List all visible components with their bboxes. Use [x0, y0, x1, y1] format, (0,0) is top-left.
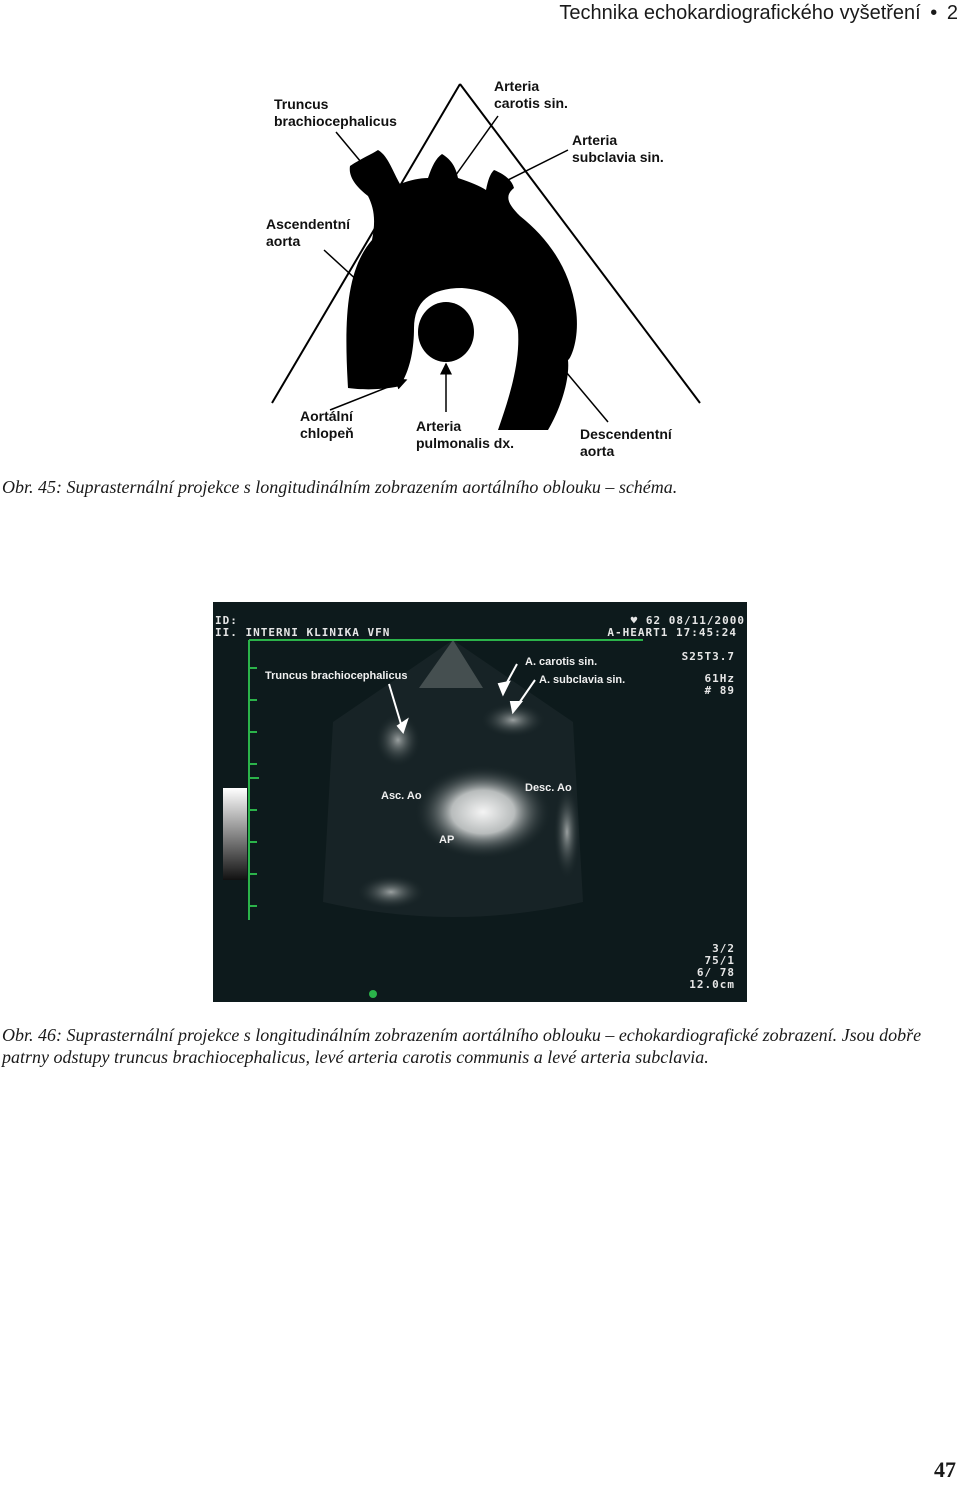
arrow-subclavia: [492, 150, 568, 188]
overlay-probe: S25T3.7: [681, 650, 735, 663]
echo-label-truncus: Truncus brachiocephalicus: [265, 670, 408, 682]
label-pulmonalis: Arteria pulmonalis dx.: [416, 418, 515, 451]
overlay-hr-date: ♥ 62 08/11/2000: [630, 614, 745, 627]
overlay-param-1: 3/2: [712, 942, 735, 955]
running-header: [559, 2, 958, 25]
overlay-param-3: 6/ 78: [696, 966, 735, 979]
label-carotis: Arteria carotis sin.: [494, 78, 568, 111]
label-truncus: Truncus brachiocephalicus: [274, 96, 397, 129]
echo-label-desc-ao: Desc. Ao: [525, 782, 572, 794]
label-ascendentni: Ascendentní aorta: [266, 216, 351, 249]
overlay-frame: # 89: [704, 684, 735, 697]
truncus-echo: [374, 712, 422, 768]
overlay-clinic: II. INTERNI KLINIKA VFN: [215, 626, 391, 639]
label-subclavia: Arteria subclavia sin.: [572, 132, 664, 165]
page-number: 47: [934, 1457, 956, 1482]
arch-echo: [413, 764, 553, 860]
echo-label-subclavia: A. subclavia sin.: [539, 674, 626, 686]
figure-46-echo-image: [213, 602, 747, 1002]
focus-marker: [369, 990, 377, 998]
echo-label-ap: AP: [439, 834, 455, 846]
caption-figure-46: Obr. 46: Suprasternální projekce s longitudinálním zobrazením aortálního oblouku – echokardiografické zobrazení. Jsou dobře patrny odstupy truncus brachiocephalicus, levé arteria carotis communis a levé arteria subclavia.: [2, 1025, 922, 1067]
aortic-valve-echo: [355, 874, 427, 910]
header-title: Technika echokardiografického vyšetření: [559, 2, 921, 24]
header-bullet: •: [930, 2, 938, 24]
overlay-frequency: 61Hz: [704, 672, 735, 685]
figure-45-schema: [250, 70, 720, 470]
overlay-param-2: 75/1: [704, 954, 735, 967]
overlay-id: ID:: [215, 614, 238, 627]
echo-label-carotis: A. carotis sin.: [525, 656, 598, 668]
depth-ticks: [249, 668, 259, 906]
label-descendentni: Descendentní aorta: [580, 426, 672, 459]
overlay-depth: 12.0cm: [689, 978, 735, 991]
caption-figure-45: Obr. 45: Suprasternální projekce s longitudinálním zobrazením aortálního oblouku – schéma.: [2, 477, 678, 497]
pulmonary-artery-shape: [418, 302, 474, 362]
echo-label-asc-ao: Asc. Ao: [381, 790, 422, 802]
label-aortalni: Aortální chlopeň: [300, 408, 354, 441]
echo-scan: [213, 602, 747, 1002]
overlay-preset-time: A-HEART1 17:45:24: [607, 626, 737, 639]
desc-aorta-echo: [553, 782, 581, 882]
grayscale-bar: [223, 788, 247, 880]
header-chapter: 2: [946, 2, 958, 24]
